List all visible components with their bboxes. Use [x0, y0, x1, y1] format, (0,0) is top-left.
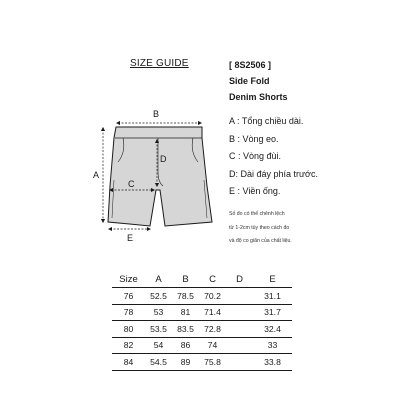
cell-b: 89 [172, 354, 199, 371]
cell-e: 33.8 [253, 354, 292, 371]
label-a: A [93, 170, 100, 180]
cell-d [226, 354, 253, 371]
cell-e: 31.1 [253, 288, 292, 305]
cell-a: 54 [145, 337, 172, 354]
cell-c: 70.2 [199, 288, 226, 305]
size-table [112, 271, 292, 371]
table-header-row [112, 271, 292, 288]
note-line: Số đo có thể chênh lệch [229, 211, 285, 217]
legend-item-a: A : Tổng chiều dài. [229, 116, 304, 126]
legend-item-b: B : Vòng eo. [229, 133, 279, 144]
table-row [112, 321, 292, 338]
table-row [112, 354, 292, 371]
table-row [112, 288, 292, 305]
cell-c: 75.8 [199, 354, 226, 371]
header-a: A [155, 273, 162, 285]
header-e: E [269, 273, 276, 285]
label-e: E [127, 233, 134, 243]
product-code: [ 8S2506 ] [229, 60, 272, 70]
header-b: B [182, 273, 189, 285]
cell-b: 83.5 [172, 321, 199, 338]
cell-size: 84 [112, 354, 145, 371]
legend-item-d: D: Dài đáy phía trước. [229, 168, 318, 179]
product-name-line1: Side Fold [229, 76, 270, 86]
cell-d [226, 337, 253, 354]
measurement-note [229, 208, 292, 249]
note-line: từ 1-2cm tùy theo cách đo [229, 224, 290, 231]
cell-size: 78 [112, 304, 145, 321]
cell-c: 72.8 [199, 321, 226, 338]
cell-e: 33 [253, 337, 292, 354]
header-c: C [209, 273, 216, 285]
cell-e: 32.4 [253, 321, 292, 338]
header-size: Size [119, 273, 138, 285]
cell-a: 54.5 [145, 354, 172, 371]
note-line: và độ co giãn của chất liệu. [229, 238, 292, 244]
cell-b: 78.5 [172, 288, 199, 305]
product-name-line2: Denim Shorts [229, 92, 288, 102]
label-d: D [160, 154, 167, 164]
cell-size: 82 [112, 337, 145, 354]
cell-d [226, 288, 253, 305]
cell-size: 80 [112, 321, 145, 338]
legend-item-c: C : Vòng đùi. [229, 151, 282, 161]
legend-item-e: E : Viền ống. [229, 186, 281, 196]
cell-d [226, 321, 253, 338]
table-row [112, 337, 292, 354]
cell-b: 86 [172, 337, 199, 354]
cell-a: 53.5 [145, 321, 172, 338]
label-b: B [153, 109, 160, 119]
cell-a: 52.5 [145, 288, 172, 305]
cell-size: 76 [112, 288, 145, 305]
label-c: C [128, 179, 135, 189]
header-d: D [236, 273, 243, 285]
table-row [112, 304, 292, 321]
cell-a: 53 [145, 304, 172, 321]
cell-c: 71.4 [199, 304, 226, 321]
cell-d [226, 304, 253, 321]
cell-b: 81 [172, 304, 199, 321]
cell-c: 74 [199, 337, 226, 354]
cell-e: 31.7 [253, 304, 292, 321]
size-guide-title: SIZE GUIDE [130, 58, 189, 69]
measurement-legend [229, 113, 318, 201]
